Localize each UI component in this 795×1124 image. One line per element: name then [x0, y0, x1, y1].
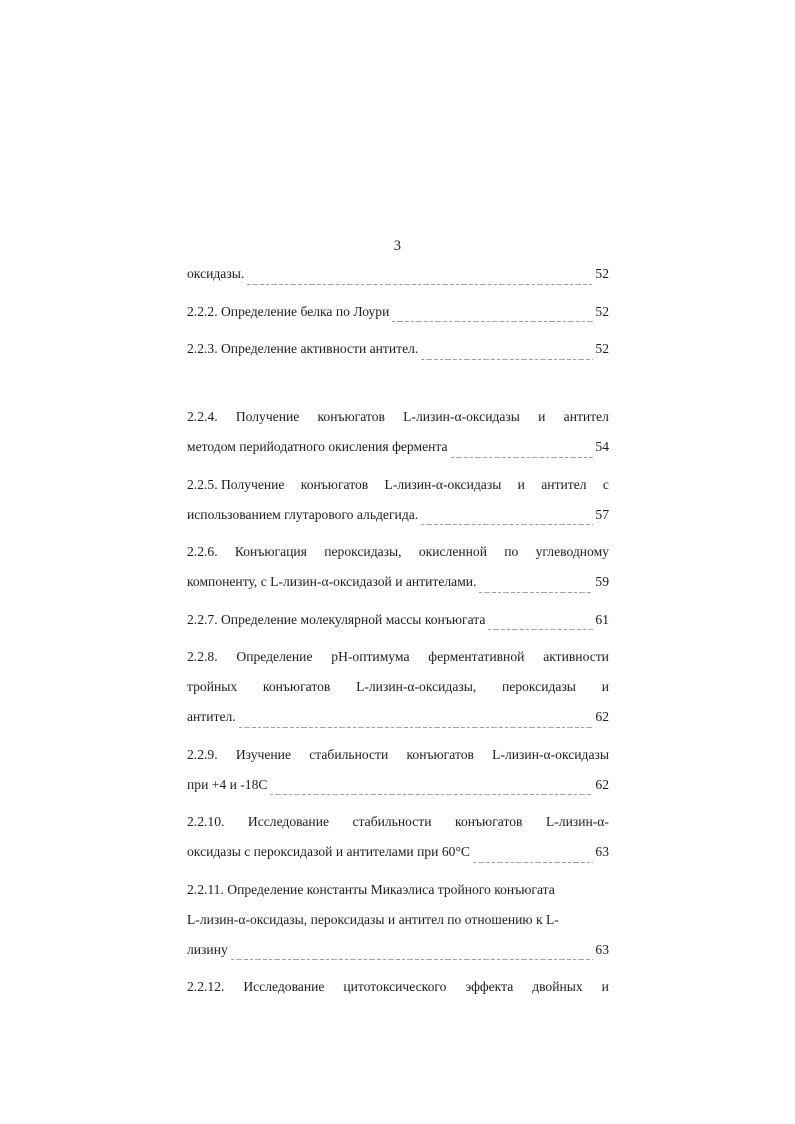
toc-entry-text: 2.2.7. Определение молекулярной массы конъюгата: [187, 611, 486, 627]
toc-entry-text: L-лизин-α-оксидазы: [492, 746, 609, 762]
toc-entry[interactable]: [187, 649, 609, 739]
toc-entry-line: [187, 777, 609, 807]
toc-entry-text: 2.2.9.: [187, 746, 218, 762]
toc-entry-text: 2.2.6.: [187, 544, 218, 559]
toc-entry[interactable]: [187, 266, 609, 296]
toc-entry-line: [187, 814, 609, 844]
dot-leader: [473, 854, 593, 865]
toc-entry-line: [187, 409, 609, 439]
toc-entry-text: 2.2.11. Определение константы Микаэлиса тройного конъюгата: [187, 881, 555, 897]
toc-entry-text: антител: [541, 476, 587, 492]
toc-entry-text: углеводному: [535, 544, 609, 559]
dot-leader: [392, 313, 593, 324]
toc-entry[interactable]: [187, 612, 609, 642]
toc-entry-text: L-лизин-α-оксидазы: [403, 409, 520, 424]
toc-entry-line: [187, 477, 609, 507]
toc-entry-text: с: [602, 476, 609, 492]
toc-entry-line: [187, 507, 609, 537]
toc-entry-text: окисленной: [418, 544, 487, 559]
toc-entry[interactable]: [187, 409, 609, 469]
toc-entry[interactable]: [187, 544, 609, 604]
toc-entry-text: антител.: [187, 709, 236, 724]
toc-entry-text: 2.2.2. Определение белка по Лоури: [187, 303, 390, 319]
toc-entry-line: [187, 679, 609, 709]
toc-entry-text: 2.2.10.: [187, 814, 225, 829]
toc-entry-line: [187, 912, 609, 942]
toc-entry-line: [187, 942, 609, 972]
toc-entry-text: и: [601, 679, 609, 694]
toc-entry-line: [187, 649, 609, 679]
toc-entry-text: антител: [563, 409, 609, 424]
page-number-folio: 3: [393, 238, 402, 254]
toc-entry-text: конъюгатов: [317, 409, 385, 424]
toc-page-number: 57: [595, 506, 609, 522]
toc-entry-text: и: [517, 476, 525, 492]
toc-entry-text: цитотоксического: [343, 979, 447, 994]
toc-entry-text: использованием глутарового альдегида.: [187, 506, 419, 522]
toc-page-number: 62: [595, 709, 609, 724]
toc-entry-text: по: [504, 544, 519, 559]
toc-page-number: 59: [595, 574, 609, 589]
toc-entry-line: [187, 304, 609, 334]
dot-leader: [270, 786, 593, 797]
toc-entry-text: стабильности: [309, 746, 389, 762]
toc-entry[interactable]: [187, 979, 609, 1009]
toc-entry-text: Определение: [236, 649, 313, 664]
toc-entry-text: конъюгатов: [262, 679, 331, 694]
toc-entry-line: [187, 266, 609, 296]
toc-page-number: 52: [595, 341, 609, 356]
toc-entry-text: Получение: [235, 409, 300, 424]
dot-leader: [247, 276, 593, 287]
toc-page-number: 52: [595, 303, 609, 319]
dot-leader: [479, 584, 593, 595]
toc-entry-text: конъюгатов: [406, 746, 474, 762]
toc-entry-text: конъюгатов: [455, 814, 523, 829]
toc-entry-text: стабильности: [352, 814, 432, 829]
toc-entry-text: оксидазы.: [187, 266, 245, 281]
toc-entry-line: [187, 882, 609, 912]
toc-entry-line: [187, 544, 609, 574]
toc-entry-text: L-лизин-α-оксидазы,: [356, 679, 477, 694]
toc-entry-line: [187, 747, 609, 777]
toc-entry-text: Изучение: [235, 746, 291, 762]
dot-leader: [231, 951, 594, 962]
toc-entry[interactable]: [187, 304, 609, 334]
toc-entry-text: Исследование: [243, 979, 325, 994]
toc-entry-text: Конъюгация: [234, 544, 307, 559]
toc-entry-text: оксидазы с пероксидазой и антителами при 60°C: [187, 844, 470, 859]
toc-entry-text: и: [601, 979, 609, 994]
toc-entry-text: 2.2.3. Определение активности антител.: [187, 341, 419, 356]
toc-entry-line: [187, 341, 609, 371]
toc-entry[interactable]: [187, 882, 609, 972]
toc-entry[interactable]: [187, 341, 609, 371]
toc-page-number: 61: [595, 611, 609, 627]
toc-entry-text: L-лизин-α-оксидазы: [384, 476, 502, 492]
toc-page-number: 52: [595, 266, 609, 281]
toc-entry-line: [187, 439, 609, 469]
toc-entry-line: [187, 574, 609, 604]
toc-entry-text: тройных: [187, 679, 238, 694]
toc-entry-text: 2.2.8.: [187, 649, 218, 664]
toc-entry-text: L-лизин-α-оксидазы, пероксидазы и антител по отношению к L-: [187, 911, 559, 927]
toc-entry-text: pH-оптимума: [331, 649, 410, 664]
dot-leader: [421, 516, 593, 527]
toc-entry-text: 2.2.4.: [187, 409, 218, 424]
toc-entry-text: L-лизин-α-: [545, 814, 609, 829]
toc-entry-text: Исследование: [247, 814, 329, 829]
toc-page-number: 63: [595, 844, 609, 859]
toc-entry-text: активности: [543, 649, 609, 664]
table-of-contents: [187, 266, 609, 1009]
toc-entry-text: лизину: [187, 941, 228, 957]
toc-entry-line: [187, 709, 609, 739]
toc-entry-text: компоненту, с L-лизин-α-оксидазой и антителами.: [187, 574, 477, 589]
toc-entry-text: пероксидазы: [502, 679, 576, 694]
toc-entry[interactable]: [187, 477, 609, 537]
toc-entry-line: [187, 844, 609, 874]
toc-entry-text: эффекта: [465, 979, 514, 994]
toc-entry-line: [187, 612, 609, 642]
toc-entry-text: пероксидазы,: [324, 544, 402, 559]
toc-entry[interactable]: [187, 814, 609, 874]
toc-entry-text: и: [538, 409, 546, 424]
toc-entry-text: методом перийодатного окисления фермента: [187, 439, 448, 454]
toc-entry-line: [187, 979, 609, 1009]
toc-entry-text: при +4 и -18C: [187, 776, 268, 792]
toc-entry[interactable]: [187, 747, 609, 807]
toc-page-number: 63: [595, 941, 609, 957]
dot-leader: [488, 621, 593, 632]
dot-leader: [451, 449, 594, 460]
toc-entry-text: ферментативной: [428, 649, 525, 664]
toc-entry-text: 2.2.12.: [187, 979, 225, 994]
toc-page-number: 54: [595, 439, 609, 454]
toc-page-number: 62: [595, 776, 609, 792]
dot-leader: [421, 351, 593, 362]
toc-entry-text: двойных: [532, 979, 583, 994]
toc-entry-text: 2.2.5. Получение: [187, 476, 285, 492]
dot-leader: [239, 719, 594, 730]
toc-entry-text: конъюгатов: [300, 476, 369, 492]
